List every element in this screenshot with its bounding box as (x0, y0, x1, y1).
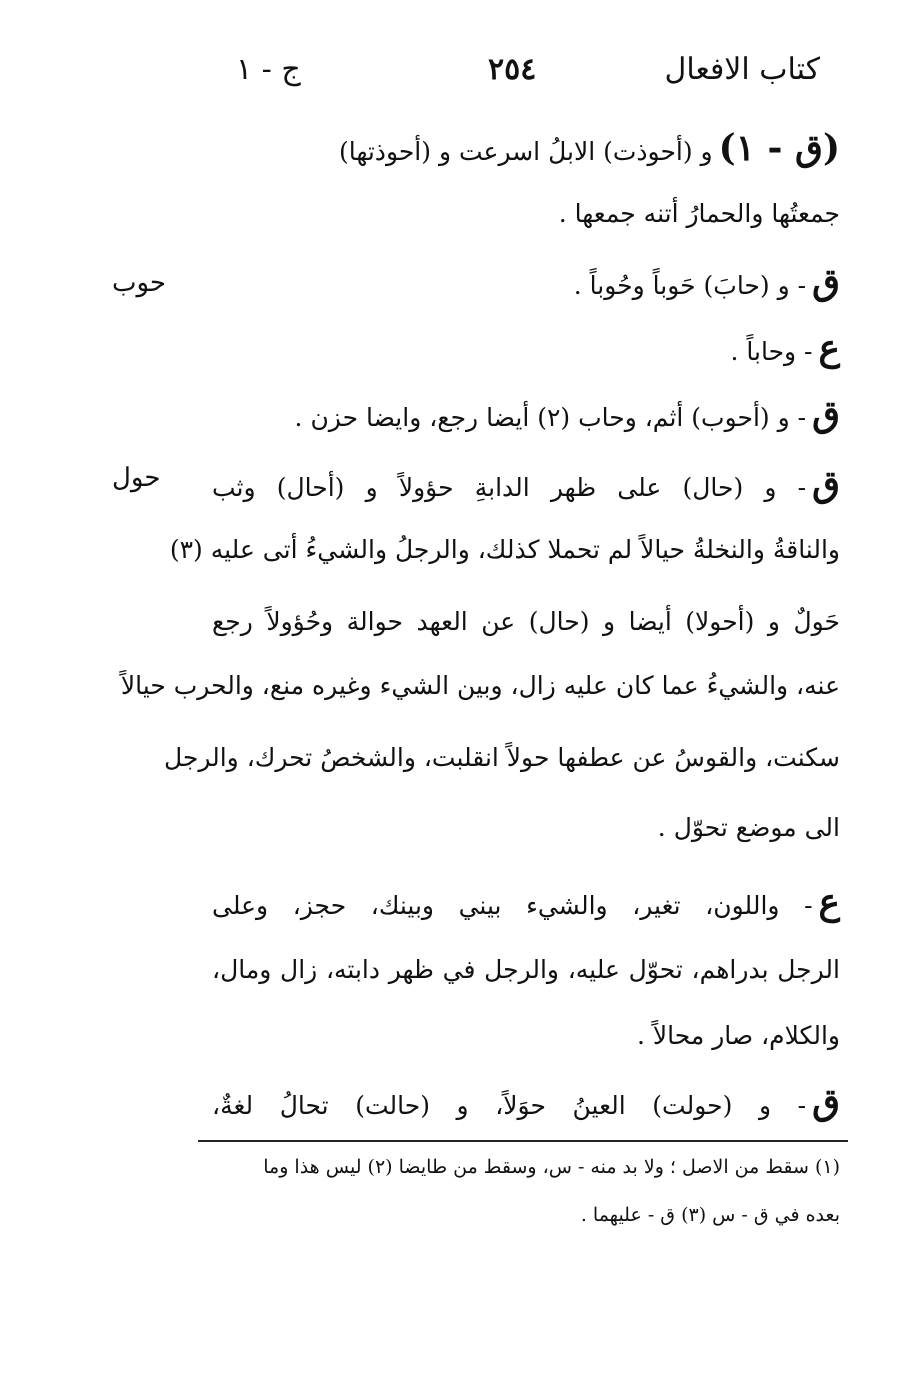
entry-marker: ق (812, 1081, 840, 1123)
text-line (212, 952, 840, 988)
text-line (212, 1018, 840, 1054)
line-text: الى موضع تحوّل . (657, 813, 840, 842)
text-line (212, 604, 840, 640)
entry-marker: ع (818, 327, 840, 369)
page-header (220, 52, 820, 112)
entry-marker: ق (812, 261, 840, 303)
footnote-line: (١) سقط من الاصل ؛ ولا بد منه - س، وسقط من طايضا (٢) ليس هذا وما (263, 1156, 840, 1178)
footnote-divider (198, 1140, 848, 1142)
entry-marker: (ق - ١) (718, 127, 840, 169)
margin-word-hawb: حوب (112, 268, 166, 298)
volume-label: ج - ١ (236, 52, 301, 87)
line-text: - و (أحوب) أثم، وحاب (٢) أيضا رجع، وايضا حزن . (294, 403, 807, 432)
entry-marker: ق (812, 463, 840, 505)
line-text: عنه، والشيءُ عما كان عليه زال، وبين الشيء وغيره منع، والحرب حيالاً (120, 671, 840, 700)
page-number: ٢٥٤ (488, 52, 537, 87)
text-line (163, 740, 840, 776)
line-text: والناقةُ والنخلةُ حيالاً لم تحملا كذلك، والرجلُ والشيءُ أتى عليه (٣) (169, 535, 840, 564)
text-line (169, 532, 840, 568)
book-title: كتاب الافعال (664, 52, 820, 87)
line-text: - وحاباً . (730, 337, 813, 366)
text-line (212, 261, 840, 304)
line-text: - و (حولت) العينُ حوَلاً، و (حالت) تحالُ لغةٌ، (212, 1091, 807, 1120)
line-text: - و (حال) على ظهر الدابةِ حؤولاً و (أحال) وثب (212, 473, 807, 502)
text-line (212, 1081, 840, 1124)
line-text: والكلام، صار محالاً . (636, 1021, 840, 1050)
entry-marker: ق (812, 393, 840, 435)
text-line (212, 463, 840, 506)
text-line (212, 127, 840, 170)
text-line (212, 393, 840, 436)
margin-word-hawl: حول (112, 463, 161, 493)
line-text: و (أحوذت) الابلُ اسرعت و (أحوذتها) (338, 137, 713, 166)
text-line (212, 327, 840, 370)
text-line (212, 196, 840, 232)
line-text: حَولٌ و (أحولا) أيضا و (حال) عن العهد حوالة وحُؤولاً رجع (212, 607, 840, 636)
line-text: - واللون، تغير، والشيء بيني وبينك، حجز، وعلى (212, 891, 813, 920)
line-text: الرجل بدراهم، تحوّل عليه، والرجل في ظهر دابته، زال ومال، (212, 955, 840, 984)
text-line (212, 810, 840, 846)
footnote-line: بعده في ق - س (٣) ق - عليهما . (580, 1204, 840, 1226)
text-line (212, 881, 840, 924)
entry-marker: ع (818, 881, 840, 923)
line-text: - و (حابَ) حَوباً وحُوباً . (573, 271, 807, 300)
line-text: سكنت، والقوسُ عن عطفها حولاً انقلبت، والشخصُ تحرك، والرجل (163, 743, 840, 772)
text-line (120, 668, 840, 704)
line-text: جمعتُها والحمارُ أتنه جمعها . (558, 199, 840, 228)
